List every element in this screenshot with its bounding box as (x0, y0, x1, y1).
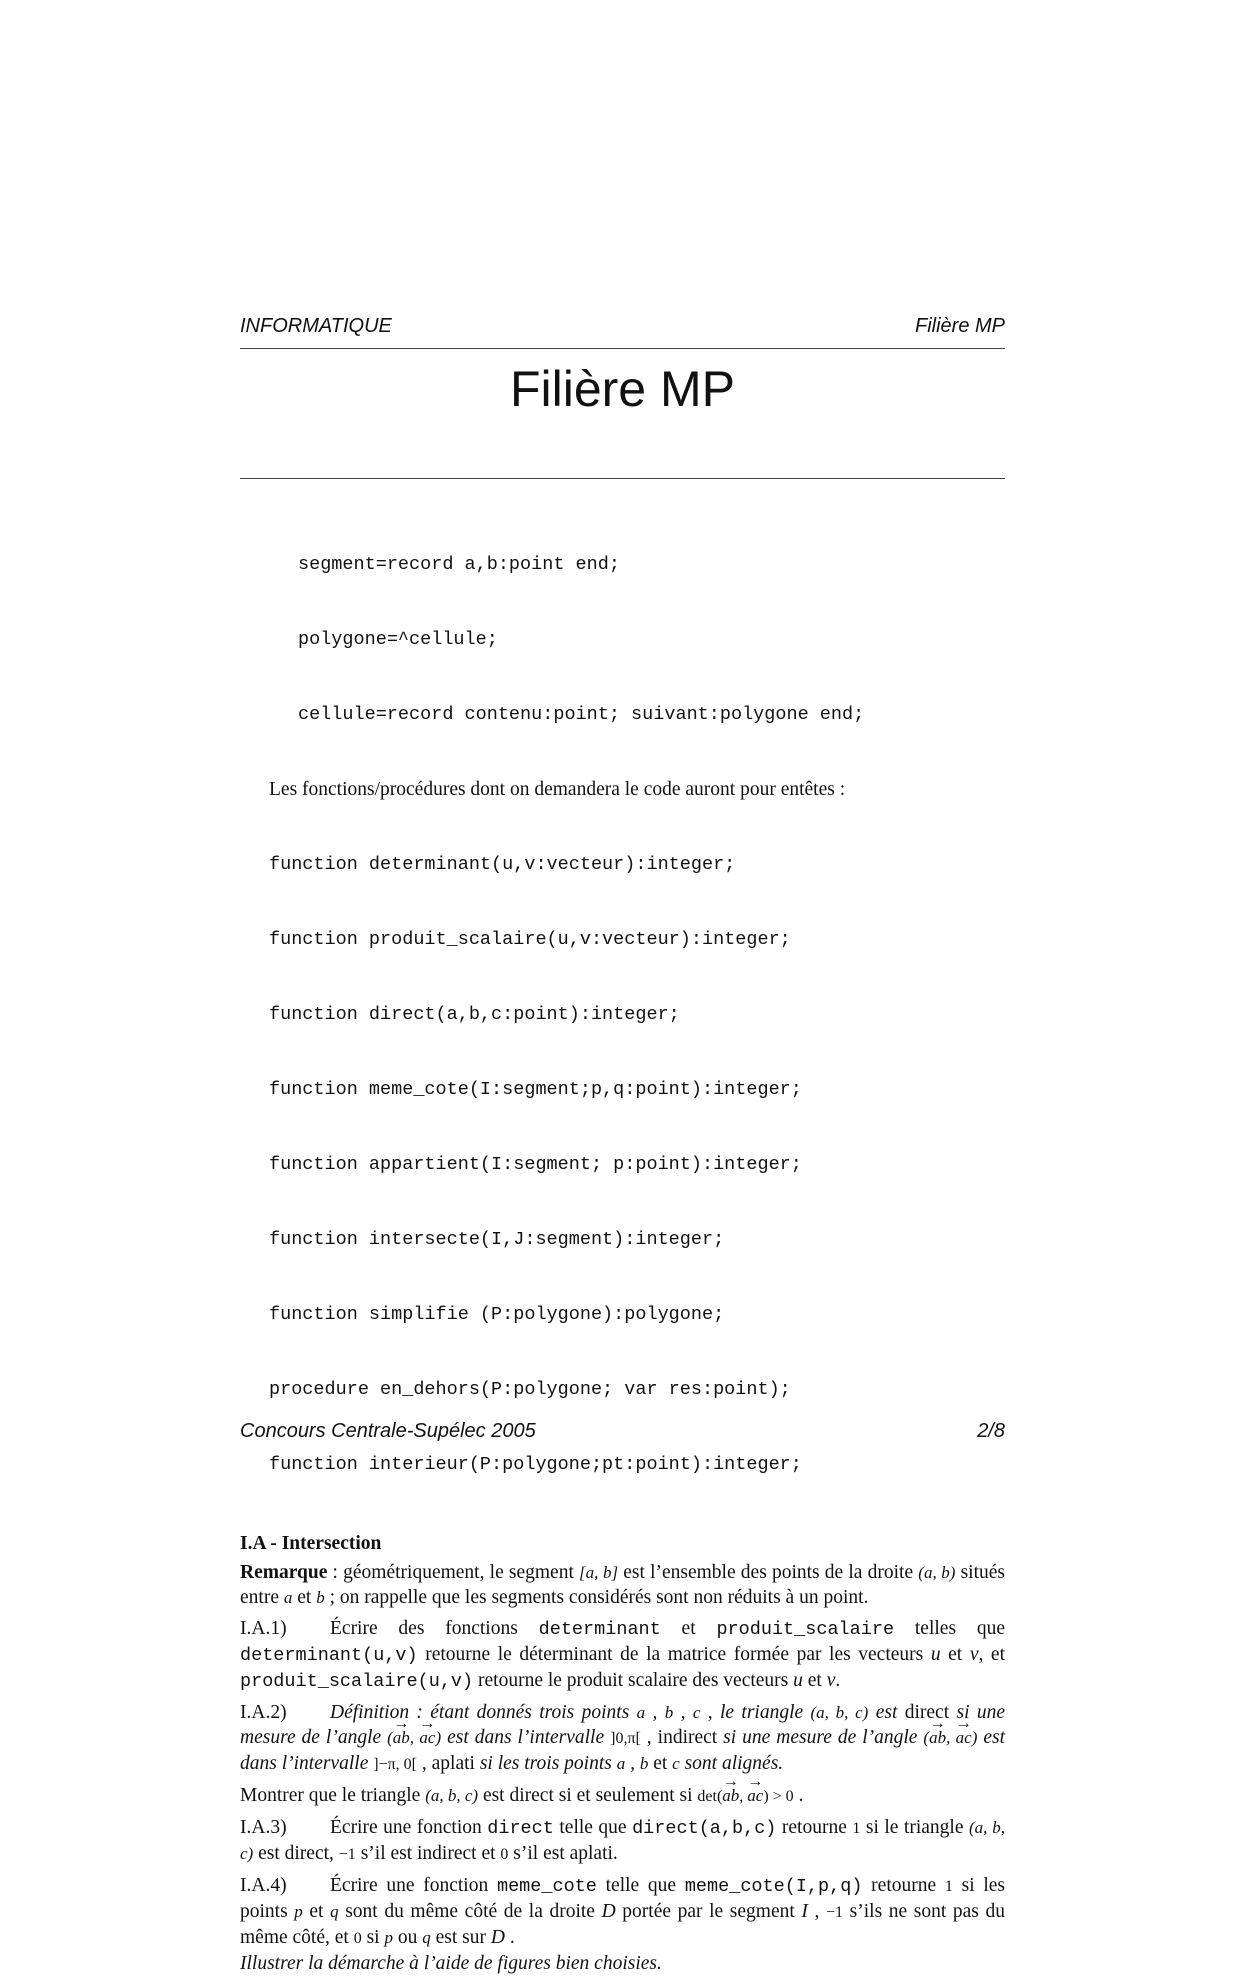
text: si le triangle (860, 1817, 969, 1838)
math-D: D (601, 1901, 616, 1922)
math-angle (387, 1728, 441, 1747)
code-inline: direct (487, 1818, 554, 1839)
text: , (625, 1753, 640, 1774)
text: s’il est aplati. (508, 1843, 618, 1864)
signature-intersecte: function intersecte(I,J:segment):integer; (269, 1229, 725, 1250)
text: et (802, 1670, 827, 1691)
det-close: ) > 0 (763, 1788, 794, 1805)
math-b: b (316, 1588, 325, 1607)
remarque-label: Remarque (240, 1562, 328, 1583)
math-q: q (330, 1902, 339, 1921)
math-D: D (490, 1927, 505, 1948)
math-u: u (793, 1670, 803, 1691)
term-direct: direct (904, 1702, 950, 1723)
page-title: Filière MP (509, 361, 736, 417)
math-q: q (422, 1928, 431, 1947)
text: portée par le segment (615, 1901, 802, 1922)
text: Écrire des fonctions (330, 1618, 539, 1639)
text: Définition : étant donnés trois points (330, 1702, 637, 1723)
math-triangle: (a, b, c) (810, 1703, 869, 1722)
code-inline: meme_cote(I,p,q) (684, 1876, 863, 1897)
text: , (673, 1702, 693, 1723)
math-c: c (672, 1754, 680, 1773)
math-u: u (930, 1644, 941, 1665)
footer-contest: Concours Centrale-Supélec 2005 (240, 1420, 536, 1442)
comma: , (739, 1788, 748, 1805)
text: . (504, 1927, 515, 1948)
text: est l’ensemble des points de la droite (618, 1562, 919, 1583)
math-triangle: (a, b, c) (425, 1786, 479, 1805)
text: et (648, 1753, 673, 1774)
math-determinant (697, 1788, 793, 1805)
text: et (660, 1618, 717, 1639)
signature-direct: function direct(a,b,c:point):integer; (269, 1004, 680, 1025)
math-segment: [a, b] (579, 1563, 619, 1582)
text: ou (392, 1927, 423, 1948)
text: Écrire une fonction (330, 1875, 497, 1896)
text: si (361, 1927, 385, 1948)
comma: , (946, 1728, 956, 1747)
text: : géométriquement, le segment (327, 1562, 580, 1583)
math-interval: ]0,π[ (610, 1730, 641, 1747)
vector-ab: → ab (929, 1725, 946, 1750)
text: situés entre (240, 1562, 1005, 1608)
math-p: p (384, 1928, 393, 1947)
type-decl-cellule: cellule=record contenu:point; suivant:polygone end; (298, 704, 865, 725)
text: retourne le déterminant de la matrice formée par les vecteurs (417, 1644, 931, 1665)
text: sont alignés. (679, 1753, 784, 1774)
text: , et (978, 1644, 1005, 1665)
header-track: Filière MP (914, 315, 1005, 337)
title-rule (240, 478, 1005, 479)
math-a: a (636, 1703, 646, 1722)
math-I: I (801, 1901, 808, 1922)
term-indirect: indirect (657, 1727, 718, 1748)
math-one: 1 (852, 1820, 861, 1837)
text: est dans l’intervalle (240, 1727, 1006, 1774)
math-zero: 0 (353, 1930, 362, 1947)
question-4 (240, 1873, 1005, 1951)
math-b: b (664, 1703, 674, 1722)
remarque-paragraph (240, 1560, 1005, 1610)
text: Écrire une fonction (330, 1817, 488, 1838)
code-inline: produit_scalaire (716, 1619, 895, 1640)
function-signatures (240, 802, 1005, 1527)
text: est direct si et seulement si (478, 1785, 698, 1806)
signature-interieur: function interieur(P:polygone;pt:point):integer; (269, 1454, 802, 1475)
math-one: 1 (944, 1878, 953, 1895)
math-line: (a, b) (918, 1563, 956, 1582)
math-v: v (969, 1644, 979, 1665)
vector-ac: → ac (956, 1725, 972, 1750)
text: est dans l’intervalle (441, 1727, 611, 1748)
code-inline: meme_cote (496, 1876, 597, 1897)
text: telle que (553, 1817, 633, 1838)
signature-produit-scalaire: function produit_scalaire(u,v:vecteur):integer; (269, 929, 791, 950)
type-decl-segment: segment=record a,b:point end; (298, 554, 620, 575)
page-body (240, 502, 1005, 1982)
math-v: v (826, 1670, 836, 1691)
footer-page-number: 2/8 (977, 1420, 1005, 1442)
text: est sur (430, 1927, 491, 1948)
code-inline: determinant(u,v) (240, 1645, 418, 1666)
text: si les points (240, 1875, 1006, 1922)
text: , (640, 1727, 658, 1748)
text: s’ils ne sont pas du même côté, et (240, 1901, 1006, 1948)
text: Illustrer la démarche à l’aide de figures bien choisies. (240, 1953, 662, 1974)
math-b: b (639, 1754, 649, 1773)
math-triangle: (a, b, c) (240, 1818, 1005, 1863)
text: et (292, 1587, 317, 1608)
text: est direct, (253, 1843, 339, 1864)
paren: ) (435, 1728, 442, 1747)
text: , (807, 1901, 827, 1922)
vector-ab: → ab (393, 1725, 410, 1750)
vector-ac: → ac (419, 1725, 435, 1750)
math-minus-one: −1 (338, 1846, 356, 1863)
code-inline: determinant (538, 1619, 661, 1640)
comma: , (409, 1728, 420, 1747)
signature-simplifie: function simplifie (P:polygone):polygone; (269, 1304, 725, 1325)
math-interval: ]−π, 0[ (373, 1756, 417, 1773)
signature-meme-cote: function meme_cote(I:segment;p,q:point):integer; (269, 1079, 802, 1100)
math-angle (923, 1728, 977, 1747)
text: Montrer que le triangle (240, 1785, 426, 1806)
text: retourne (862, 1875, 945, 1896)
det-label: det( (697, 1788, 723, 1805)
text: telles que (894, 1618, 1005, 1639)
question-1 (240, 1616, 1005, 1694)
text: si les trois points (474, 1753, 617, 1774)
running-header (240, 315, 1005, 345)
text: . (835, 1670, 841, 1691)
section-heading: I.A - Intersection (240, 1533, 382, 1554)
text: , (417, 1753, 432, 1774)
paren: ( (923, 1728, 930, 1747)
text: retourne (776, 1817, 853, 1838)
text: , le triangle (700, 1702, 811, 1723)
math-zero: 0 (500, 1846, 509, 1863)
text: telle que (596, 1875, 685, 1896)
text: et (940, 1644, 970, 1665)
text: ; on rappelle que les segments considérés sont non réduits à un point. (324, 1587, 869, 1608)
question-number: I.A.4) (240, 1875, 287, 1896)
vector-ab: → ab (722, 1783, 739, 1808)
signature-appartient: function appartient(I:segment; p:point):integer; (269, 1154, 802, 1175)
question-2-show (240, 1783, 1005, 1809)
question-3 (240, 1815, 1005, 1867)
text: s’il est indirect et (355, 1843, 501, 1864)
header-subject: INFORMATIQUE (240, 315, 392, 337)
text: . (793, 1785, 804, 1806)
text: et (302, 1901, 331, 1922)
code-inline: produit_scalaire(u,v) (240, 1671, 474, 1692)
text: est (868, 1702, 905, 1723)
paren: ( (387, 1728, 393, 1747)
header-rule (240, 348, 1005, 349)
signature-en-dehors: procedure en_dehors(P:polygone; var res:point); (269, 1379, 791, 1400)
term-aplati: aplati (431, 1753, 475, 1774)
text: retourne le produit scalaire des vecteurs (473, 1670, 794, 1691)
math-minus-one: −1 (826, 1904, 844, 1921)
signature-determinant: function determinant(u,v:vecteur):integer; (269, 854, 736, 875)
math-p: p (294, 1902, 303, 1921)
math-a: a (616, 1754, 626, 1773)
text: si une mesure de l’angle (240, 1702, 1005, 1748)
code-inline: direct(a,b,c) (632, 1818, 777, 1839)
question-2-definition (240, 1700, 1005, 1777)
type-decl-polygone: polygone=^cellule; (298, 629, 498, 650)
illustrer-instruction (240, 1951, 1005, 1976)
vector-ac: → ac (747, 1783, 763, 1808)
text: sont du même côté de la droite (338, 1901, 602, 1922)
math-a: a (283, 1588, 293, 1607)
paren: ) (971, 1728, 978, 1747)
question-number: I.A.2) (240, 1702, 287, 1723)
math-c: c (692, 1703, 701, 1722)
question-number: I.A.3) (240, 1817, 287, 1838)
type-declarations (240, 502, 1005, 777)
intro-text: Les fonctions/procédures dont on demandera le code auront pour entêtes : (269, 779, 846, 800)
question-number: I.A.1) (240, 1618, 287, 1639)
text: si une mesure de l’angle (717, 1727, 924, 1748)
text: , (645, 1702, 665, 1723)
